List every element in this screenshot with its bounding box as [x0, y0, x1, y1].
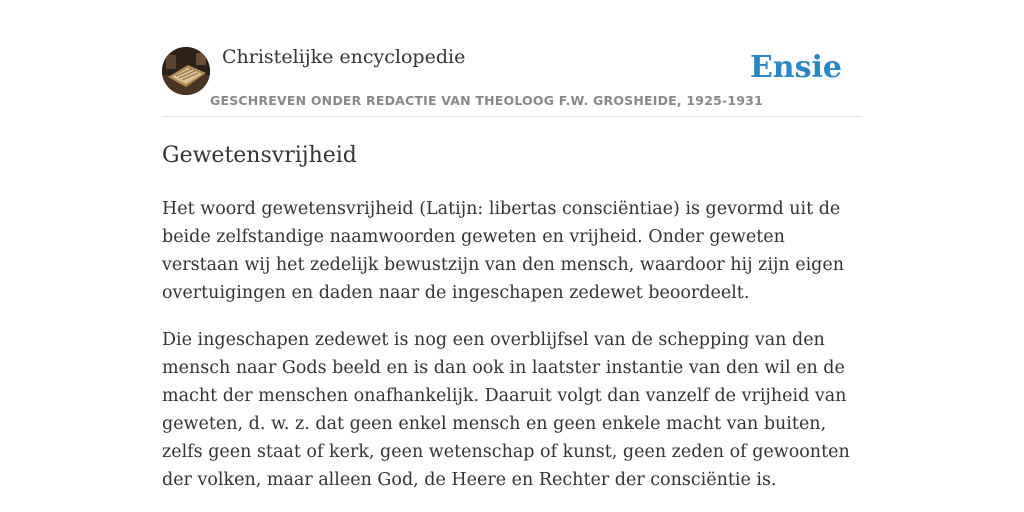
- article-title: Gewetensvrijheid: [162, 143, 357, 168]
- article-paragraph-2: Die ingeschapen zedewet is nog een overblijfsel van de schepping van den mensch naar Gods beeld en is dan ook in laatster instantie van den wil en de macht der menschen onafhankelijk. Daaruit volgt dan vanzelf de vrijheid van geweten, d. w. z. dat geen enkel mensch en geen enkele macht van buiten, zelfs geen staat of kerk, geen wetenschap of kunst, geen zeden of gewoonten der volken, maar alleen God, de Heere en Rechter der consciëntie is.: [162, 330, 850, 490]
- article-paragraph-1: Het woord gewetensvrijheid (Latijn: libertas consciëntiae) is gevormd uit de beide zelfstandige naamwoorden geweten en vrijheid. Onder geweten verstaan wij het zedelijk bewustzijn van den mensch, waardoor hij zijn eigen overtuigingen en daden naar de ingeschapen zedewet beoordeelt.: [162, 199, 845, 303]
- site-title[interactable]: Christelijke encyclopedie: [222, 46, 466, 68]
- site-subtitle: GESCHREVEN ONDER REDACTIE VAN THEOLOOG F.W. GROSHEIDE, 1925-1931: [210, 93, 763, 108]
- brand-logo[interactable]: Ensie: [749, 50, 842, 85]
- book-photo-icon[interactable]: [162, 47, 210, 95]
- site-header: [162, 0, 862, 117]
- page: [162, 0, 862, 512]
